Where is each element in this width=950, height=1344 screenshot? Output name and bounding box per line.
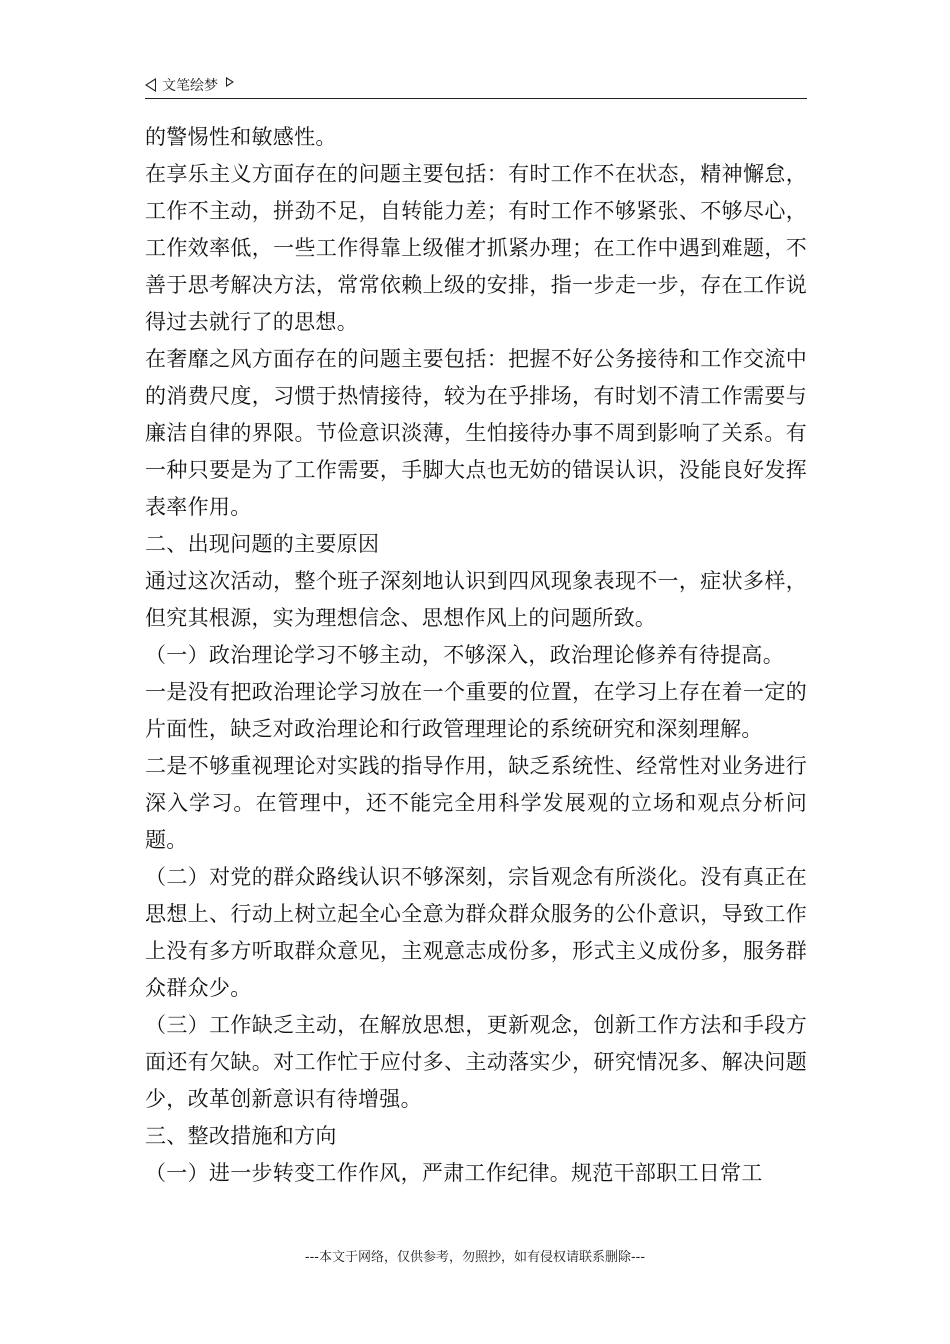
paragraph: （二）对党的群众路线认识不够深刻，宗旨观念有所淡化。没有真正在思想上、行动上树立起全心全意为群众群众服务的公仆意识，导致工作上没有多方听取群众意见，主观意志成份多，形式主义成份多，服务群众群众少。 [145, 865, 807, 1000]
page-footer: ---本文于网络，仅供参考，勿照抄，如有侵权请联系删除--- [304, 1250, 646, 1265]
paragraph: 一是没有把政治理论学习放在一个重要的位置，在学习上存在着一定的片面性，缺乏对政治理论和行政管理理论的系统研究和深刻理解。 [145, 680, 807, 741]
triangle-right-icon [226, 77, 234, 87]
paragraph: （三）工作缺乏主动，在解放思想，更新观念，创新工作方法和手段方面还有欠缺。对工作忙于应付多、主动落实少，研究情况多、解决问题少，改革创新意识有待增强。 [145, 1013, 807, 1111]
section-heading: 三、整改措施和方向 [145, 1124, 337, 1148]
subsection-heading: （一）政治理论学习不够主动，不够深入，政治理论修养有待提高。 [145, 643, 784, 667]
header-title: 文笔绘梦 [162, 78, 218, 94]
paragraph: 在享乐主义方面存在的问题主要包括：有时工作不在状态，精神懈怠，工作不主动，拼劲不足，自转能力差；有时工作不够紧张、不够尽心，工作效率低，一些工作得靠上级催才抓紧办理；在工作中遇到难题，不善于思考解决方法，常常依赖上级的安排，指一步走一步，存在工作说得过去就行了的思想。 [145, 162, 807, 334]
paragraph: （一）进一步转变工作作风，严肃工作纪律。规范干部职工日常工 [145, 1161, 763, 1185]
triangle-left-icon [145, 78, 156, 92]
paragraph: 的警惕性和敏感性。 [145, 125, 337, 149]
section-heading: 二、出现问题的主要原因 [145, 532, 380, 556]
paragraph: 通过这次活动，整个班子深刻地认识到四风现象表现不一，症状多样，但究其根源，实为理想信念、思想作风上的问题所致。 [145, 569, 807, 630]
page-header [145, 72, 807, 99]
paragraph: 二是不够重视理论对实践的指导作用，缺乏系统性、经常性对业务进行深入学习。在管理中，还不能完全用科学发展观的立场和观点分析问题。 [145, 754, 807, 852]
paragraph: 在奢靡之风方面存在的问题主要包括：把握不好公务接待和工作交流中的消费尺度，习惯于热情接待，较为在乎排场，有时划不清工作需要与廉洁自律的界限。节俭意识淡薄，生怕接待办事不周到影响了关系。有一种只要是为了工作需要，手脚大点也无妨的错误认识，没能良好发挥表率作用。 [145, 347, 807, 519]
document-body [145, 119, 807, 1192]
